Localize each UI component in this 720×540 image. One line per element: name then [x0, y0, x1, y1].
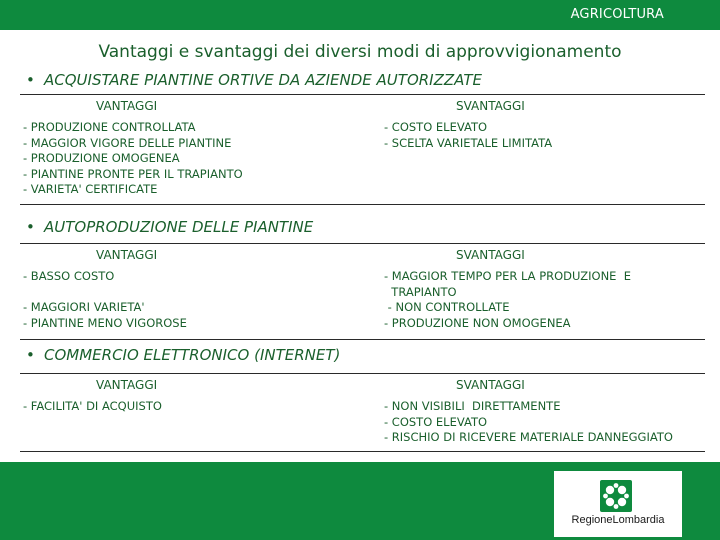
- section-heading-autoproduzione: [26, 218, 313, 236]
- bullet-marker: •: [26, 71, 35, 89]
- cons-list: - MAGGIOR TEMPO PER LA PRODUZIONE E TRAPIANTO - NON CONTROLLATE - PRODUZIONE NON OMOGENEA: [384, 269, 632, 330]
- bullet-marker: •: [26, 346, 35, 364]
- section-heading-acquisto: [26, 71, 482, 89]
- pros-label: VANTAGGI: [96, 99, 158, 113]
- pros-list: - BASSO COSTO - MAGGIORI VARIETA' - PIANTINE MENO VIGOROSE: [23, 269, 187, 330]
- pros-label: VANTAGGI: [96, 248, 158, 262]
- comparison-box-commercio: [20, 373, 705, 452]
- cons-label: SVANTAGGI: [456, 378, 525, 392]
- cons-label: SVANTAGGI: [456, 99, 525, 113]
- logo-text: RegioneLombardia: [571, 514, 665, 526]
- cons-list: - COSTO ELEVATO - SCELTA VARIETALE LIMITATA: [384, 120, 553, 150]
- regione-lombardia-logo: [554, 471, 682, 537]
- page-title: Vantaggi e svantaggi dei diversi modi di approvvigionamento: [98, 42, 622, 62]
- comparison-box-acquisto: [20, 94, 705, 205]
- pros-list: - PRODUZIONE CONTROLLATA - MAGGIOR VIGORE DELLE PIANTINE - PRODUZIONE OMOGENEA - PIANTINE PRONTE PER IL TRAPIANTO - VARIETA' CERTIFICATE: [23, 120, 243, 197]
- top-bar: [0, 0, 720, 30]
- cons-list: - NON VISIBILI DIRETTAMENTE - COSTO ELEVATO - RISCHIO DI RICEVERE MATERIALE DANNEGGIATO: [384, 399, 673, 445]
- pros-list: - FACILITA' DI ACQUISTO: [23, 399, 162, 413]
- section-heading-commercio: [26, 346, 340, 364]
- section-heading-text: COMMERCIO ELETTRONICO (INTERNET): [44, 346, 341, 364]
- section-heading-text: ACQUISTARE PIANTINE ORTIVE DA AZIENDE AUTORIZZATE: [44, 71, 482, 89]
- pros-label: VANTAGGI: [96, 378, 158, 392]
- section-heading-text: AUTOPRODUZIONE DELLE PIANTINE: [44, 218, 314, 236]
- cons-label: SVANTAGGI: [456, 248, 525, 262]
- comparison-box-autoproduzione: [20, 243, 705, 340]
- rosa-camuna-icon: [600, 480, 632, 512]
- bullet-marker: •: [26, 218, 35, 236]
- section-label: AGRICOLTURA: [570, 7, 664, 22]
